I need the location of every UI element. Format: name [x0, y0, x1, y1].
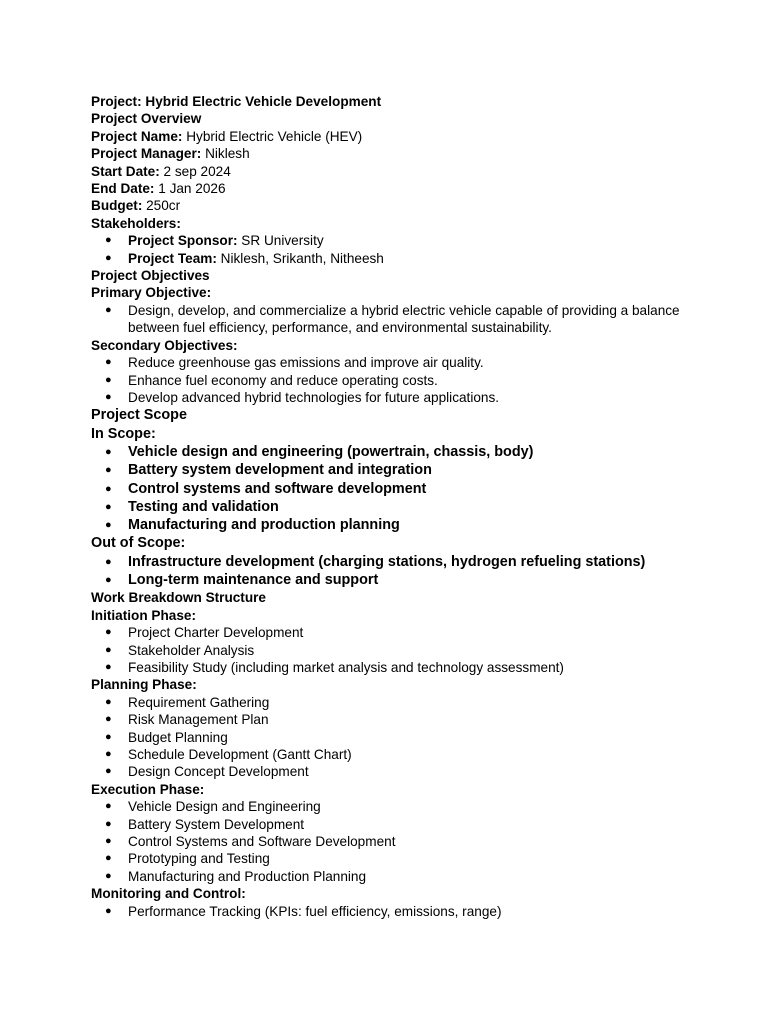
start-date-label: Start Date: [91, 163, 160, 179]
list-item [91, 232, 731, 249]
budget-row [91, 197, 731, 214]
document-title: Project: Hybrid Electric Vehicle Development [91, 94, 382, 109]
project-name-row [91, 128, 731, 145]
list-item-text: Battery system development and integration [128, 462, 432, 479]
list-item-text: Enhance fuel economy and reduce operating costs. [128, 372, 438, 388]
project-manager-label: Project Manager: [91, 146, 202, 162]
list-item-text: Requirement Gathering [128, 694, 270, 710]
document-page [91, 93, 731, 920]
bullet-icon: ● [105, 834, 112, 847]
list-item-text: Infrastructure development (charging stations, hydrogen refueling stations) [128, 553, 646, 570]
stakeholders-list [91, 232, 731, 267]
list-item [91, 850, 731, 867]
bullet-icon: ● [105, 660, 112, 673]
list-item [91, 571, 731, 589]
end-date-value: 1 Jan 2026 [154, 181, 226, 197]
bullet-icon: ● [105, 373, 112, 386]
list-item [91, 694, 731, 711]
list-item-text: Design, develop, and commercialize a hybrid electric vehicle capable of providing a balance between fuel efficiency, performance, and environmental sustainability. [128, 302, 680, 336]
list-item [91, 903, 731, 920]
bullet-icon: ● [105, 904, 112, 917]
list-item-text: Manufacturing and production planning [128, 517, 400, 534]
bullet-icon: ● [105, 765, 112, 778]
primary-objective-list [91, 302, 731, 337]
bullet-icon: ● [105, 817, 112, 830]
list-item [91, 443, 731, 461]
project-name-value: Hybrid Electric Vehicle (HEV) [182, 128, 363, 144]
stakeholder-label: Project Sponsor: [128, 233, 238, 249]
list-item [91, 729, 731, 746]
list-item [91, 302, 688, 337]
list-item-text: Feasibility Study (including market analysis and technology assessment) [128, 659, 564, 675]
project-manager-value: Niklesh [201, 146, 250, 162]
bullet-icon: ● [105, 390, 112, 403]
bullet-icon: ● [105, 303, 112, 316]
secondary-objectives-label: Secondary Objectives: [91, 337, 238, 353]
list-item [91, 798, 731, 815]
bullet-icon: ● [105, 643, 112, 656]
list-item-text: Risk Management Plan [128, 712, 269, 728]
bullet-icon: ● [105, 573, 112, 586]
list-item-text: Prototyping and Testing [128, 851, 270, 867]
list-item [91, 746, 731, 763]
list-item-text: Battery System Development [128, 816, 305, 832]
bullet-icon: ● [105, 519, 112, 532]
list-item [91, 372, 731, 389]
stakeholders-label: Stakeholders: [91, 215, 181, 231]
bullet-icon: ● [105, 356, 112, 369]
overview-heading: Project Overview [91, 111, 202, 127]
in-scope-list [91, 443, 731, 534]
list-item [91, 763, 731, 780]
list-item-text: Design Concept Development [128, 764, 309, 780]
list-item [91, 868, 731, 885]
list-item [91, 833, 731, 850]
list-item [91, 659, 731, 676]
bullet-icon: ● [105, 251, 112, 264]
planning-phase-label: Planning Phase: [91, 677, 197, 693]
list-item [91, 480, 731, 498]
bullet-icon: ● [105, 500, 112, 513]
end-date-label: End Date: [91, 181, 155, 197]
list-item-text: Stakeholder Analysis [128, 642, 255, 658]
list-item-text: Reduce greenhouse gas emissions and improve air quality. [128, 355, 484, 371]
list-item-text: Performance Tracking (KPIs: fuel efficiency, emissions, range) [128, 903, 502, 919]
bullet-icon: ● [105, 464, 112, 477]
list-item [91, 354, 731, 371]
bullet-icon: ● [105, 695, 112, 708]
list-item [91, 711, 731, 728]
stakeholder-value: Niklesh, Srikanth, Nitheesh [216, 250, 384, 266]
list-item-text: Long-term maintenance and support [128, 571, 379, 588]
initiation-phase-list [91, 624, 731, 676]
list-item-text: Budget Planning [128, 729, 228, 745]
budget-value: 250cr [142, 198, 181, 214]
list-item-text: Vehicle design and engineering (powertrain, chassis, body) [128, 443, 534, 460]
wbs-heading: Work Breakdown Structure [91, 590, 266, 606]
list-item-text: Testing and validation [128, 498, 279, 515]
initiation-phase-label: Initiation Phase: [91, 607, 196, 623]
bullet-icon: ● [105, 626, 112, 639]
bullet-icon: ● [105, 747, 112, 760]
monitoring-control-list [91, 903, 731, 920]
project-manager-row [91, 145, 731, 162]
bullet-icon: ● [105, 555, 112, 568]
execution-phase-list [91, 798, 731, 885]
monitoring-control-label: Monitoring and Control: [91, 886, 246, 902]
bullet-icon: ● [105, 713, 112, 726]
list-item [91, 516, 731, 534]
start-date-row [91, 163, 731, 180]
list-item [91, 461, 731, 479]
list-item [91, 498, 731, 516]
list-item [91, 389, 731, 406]
bullet-icon: ● [105, 482, 112, 495]
list-item [91, 553, 731, 571]
list-item [91, 250, 731, 267]
list-item-text: Control systems and software development [128, 480, 427, 497]
in-scope-label: In Scope: [91, 425, 156, 442]
list-item [91, 816, 731, 833]
out-of-scope-list [91, 553, 731, 590]
bullet-icon: ● [105, 852, 112, 865]
bullet-icon: ● [105, 730, 112, 743]
list-item [91, 624, 731, 641]
list-item-text: Schedule Development (Gantt Chart) [128, 746, 352, 762]
bullet-icon: ● [105, 234, 112, 247]
list-item [91, 642, 731, 659]
secondary-objectives-list [91, 354, 731, 406]
scope-heading: Project Scope [91, 407, 187, 424]
list-item-text: Control Systems and Software Development [128, 833, 396, 849]
list-item-text: Manufacturing and Production Planning [128, 868, 367, 884]
planning-phase-list [91, 694, 731, 781]
end-date-row [91, 180, 731, 197]
execution-phase-label: Execution Phase: [91, 781, 205, 797]
budget-label: Budget: [91, 198, 143, 214]
objectives-heading: Project Objectives [91, 268, 210, 284]
list-item-text: Vehicle Design and Engineering [128, 799, 321, 815]
list-item-text: Develop advanced hybrid technologies for future applications. [128, 389, 500, 405]
bullet-icon: ● [105, 800, 112, 813]
start-date-value: 2 sep 2024 [159, 163, 231, 179]
bullet-icon: ● [105, 445, 112, 458]
out-of-scope-label: Out of Scope: [91, 535, 186, 552]
bullet-icon: ● [105, 869, 112, 882]
stakeholder-label: Project Team: [128, 250, 217, 266]
primary-objective-label: Primary Objective: [91, 285, 212, 301]
stakeholder-value: SR University [237, 233, 324, 249]
project-name-label: Project Name: [91, 128, 183, 144]
list-item-text: Project Charter Development [128, 625, 304, 641]
